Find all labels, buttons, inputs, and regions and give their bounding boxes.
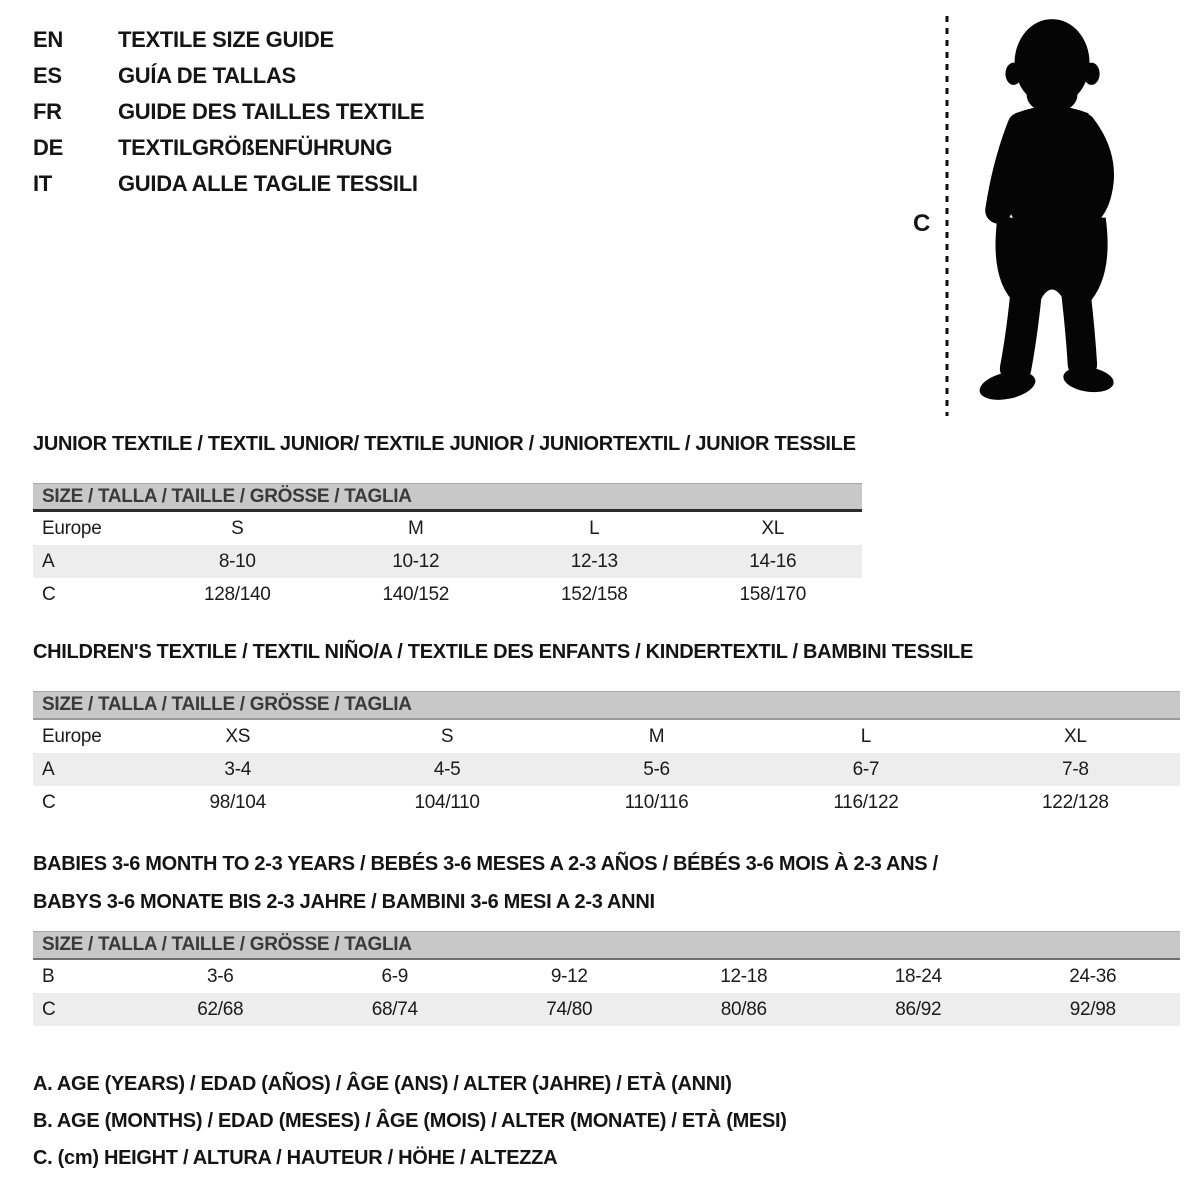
footnote-a: A. AGE (YEARS) / EDAD (AÑOS) / ÂGE (ANS) / ALTER (JAHRE) / ETÀ (ANNI) [33,1073,732,1095]
language-code: ES [33,63,62,88]
height-cell: 116/122 [833,791,899,813]
height-cell: 104/110 [414,791,480,813]
table-row-height [33,578,862,611]
age-cell: 12-18 [720,965,768,987]
height-cell: 80/86 [720,998,767,1020]
babies-size-table [33,931,1180,1026]
size-header-bar: SIZE / TALLA / TAILLE / GRÖSSE / TAGLIA [33,691,1180,720]
guide-title-es: GUÍA DE TALLAS [118,63,296,88]
age-cell: 10-12 [392,550,440,572]
table-row-europe [33,720,1180,753]
size-cell: M [648,725,665,747]
section-title-babies [33,845,938,921]
language-code: DE [33,135,63,160]
height-cell: 86/92 [895,998,942,1020]
height-measure-label: C [913,210,931,237]
size-cell: L [860,725,872,747]
row-label: Europe [42,517,102,539]
table-row-age-years [33,545,862,578]
row-label: Europe [42,725,102,747]
table-row-height [33,993,1180,1026]
section-title-babies-line2: BABYS 3-6 MONATE BIS 2-3 JAHRE / BAMBINI 3-6 MESI A 2-3 ANNI [33,891,655,913]
age-cell: 18-24 [894,965,942,987]
size-header-bar: SIZE / TALLA / TAILLE / GRÖSSE / TAGLIA [33,483,862,512]
row-label: A [42,550,55,572]
age-cell: 3-6 [206,965,234,987]
toddler-silhouette-icon [960,12,1138,412]
footnote-b: B. AGE (MONTHS) / EDAD (MESES) / ÂGE (MOIS) / ALTER (MONATE) / ETÀ (MESI) [33,1110,787,1132]
language-title-list [33,22,424,202]
table-row-europe [33,512,862,545]
section-title-junior: JUNIOR TEXTILE / TEXTIL JUNIOR/ TEXTILE JUNIOR / JUNIORTEXTIL / JUNIOR TESSILE [33,433,856,455]
height-cell: 98/104 [209,791,266,813]
height-cell: 128/140 [203,583,271,605]
language-row-es [33,58,424,94]
age-cell: 3-4 [224,758,251,780]
size-cell: L [589,517,600,539]
height-cell: 62/68 [197,998,244,1020]
size-cell: S [231,517,244,539]
size-cell: XL [1064,725,1087,747]
height-cell: 110/116 [624,791,689,813]
section-title-children: CHILDREN'S TEXTILE / TEXTIL NIÑO/A / TEXTILE DES ENFANTS / KINDERTEXTIL / BAMBINI TESSILE [33,641,973,663]
language-code: FR [33,99,62,124]
size-cell: M [407,517,424,539]
junior-size-table [33,483,862,611]
guide-title-de: TEXTILGRÖßENFÜHRUNG [118,135,393,160]
guide-title-it: GUIDA ALLE TAGLIE TESSILI [118,171,418,196]
height-cell: 122/128 [1042,791,1109,813]
height-cell: 152/158 [560,583,628,605]
row-label: C [42,998,56,1020]
height-cell: 74/80 [546,998,593,1020]
row-label: A [42,758,55,780]
language-row-en [33,22,424,58]
footnote-c: C. (cm) HEIGHT / ALTURA / HAUTEUR / HÖHE / ALTEZZA [33,1147,558,1169]
size-cell: S [440,725,454,747]
table-row-age-years [33,753,1180,786]
table-row-height [33,786,1180,819]
size-cell: XL [761,517,785,539]
guide-title-en: TEXTILE SIZE GUIDE [118,27,334,52]
section-title-babies-line1: BABIES 3-6 MONTH TO 2-3 YEARS / BEBÉS 3-6 MESES A 2-3 AÑOS / BÉBÉS 3-6 MOIS À 2-3 ANS / [33,853,938,875]
age-cell: 12-13 [570,550,618,572]
age-cell: 4-5 [433,758,461,780]
footnote-legend [33,1066,787,1177]
age-cell: 6-7 [852,758,880,780]
row-label: B [42,965,55,987]
language-row-fr [33,94,424,130]
height-cell: 68/74 [371,998,418,1020]
age-cell: 7-8 [1062,758,1089,780]
row-label: C [42,791,56,813]
age-cell: 9-12 [550,965,588,987]
height-cell: 92/98 [1069,998,1116,1020]
language-row-de [33,130,424,166]
age-cell: 8-10 [218,550,256,572]
height-cell: 140/152 [382,583,450,605]
guide-title-fr: GUIDE DES TAILLES TEXTILE [118,99,425,124]
children-size-table [33,691,1180,819]
table-row-age-months [33,960,1180,993]
height-cell: 158/170 [739,583,807,605]
language-row-it [33,166,424,202]
size-cell: XS [225,725,251,747]
age-cell: 5-6 [643,758,670,780]
age-cell: 24-36 [1069,965,1117,987]
age-cell: 14-16 [749,550,797,572]
age-cell: 6-9 [381,965,409,987]
height-measure-dashed-line [945,16,949,416]
language-code: IT [33,171,52,196]
row-label: C [42,583,56,605]
language-code: EN [33,27,63,52]
size-header-bar: SIZE / TALLA / TAILLE / GRÖSSE / TAGLIA [33,931,1180,960]
